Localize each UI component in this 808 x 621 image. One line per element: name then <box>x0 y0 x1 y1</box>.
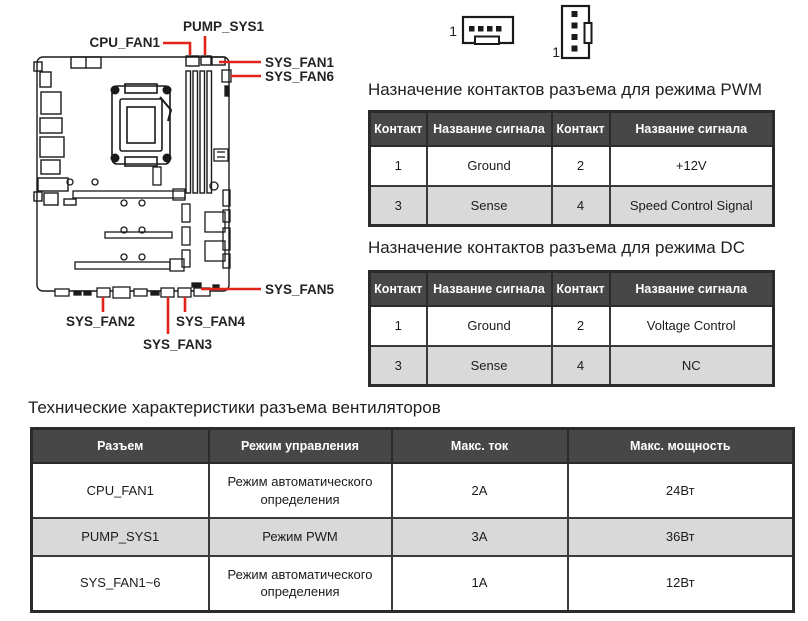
table-cell: 2 <box>552 146 610 186</box>
callout-label-sys-fan4: SYS_FAN4 <box>176 314 246 329</box>
table-cell: Режим автоматического определения <box>209 556 392 612</box>
callout-label-pump-sys1: PUMP_SYS1 <box>183 19 265 34</box>
callout-label-cpu-fan1: CPU_FAN1 <box>89 35 160 50</box>
table-cell: 24Вт <box>568 463 794 518</box>
table-cell: 3 <box>370 186 427 226</box>
callout-label-sys-fan3: SYS_FAN3 <box>143 337 213 352</box>
table-cell: +12V <box>610 146 774 186</box>
callout-label-sys-fan6: SYS_FAN6 <box>265 69 335 84</box>
table-cell: Режим автоматического определения <box>209 463 392 518</box>
column-header: Название сигнала <box>427 272 552 307</box>
table-row <box>32 556 794 612</box>
callout-line-cpu-fan1 <box>163 43 190 55</box>
table-cell: 36Вт <box>568 518 794 556</box>
column-header: Название сигнала <box>610 112 774 147</box>
column-header: Макс. ток <box>392 429 568 464</box>
table-cell: 4 <box>552 346 610 386</box>
table-cell: 3A <box>392 518 568 556</box>
vertical-4pin-connector-icon <box>552 6 591 60</box>
callout-label-sys-fan5: SYS_FAN5 <box>265 282 335 297</box>
table-cell: Sense <box>427 186 552 226</box>
table-cell: Speed Control Signal <box>610 186 774 226</box>
pwm-pinout-table <box>368 110 775 227</box>
dc-pinout-table <box>368 270 775 387</box>
table-header-row <box>370 112 774 147</box>
table-cell: Voltage Control <box>610 306 774 346</box>
column-header: Режим управления <box>209 429 392 464</box>
table-cell: 2A <box>392 463 568 518</box>
table-cell: Ground <box>427 306 552 346</box>
table-cell: 4 <box>552 186 610 226</box>
table-cell: 12Вт <box>568 556 794 612</box>
table-header-row <box>370 272 774 307</box>
specs-section-title: Технические характеристики разъема вентиляторов <box>28 398 441 417</box>
column-header: Контакт <box>370 112 427 147</box>
table-cell: Режим PWM <box>209 518 392 556</box>
dimm-slots <box>186 71 212 193</box>
table-cell: CPU_FAN1 <box>32 463 209 518</box>
callout-label-sys-fan1: SYS_FAN1 <box>265 55 335 70</box>
fan-specs-table <box>30 427 795 613</box>
table-cell: Sense <box>427 346 552 386</box>
column-header: Название сигнала <box>427 112 552 147</box>
column-header: Макс. мощность <box>568 429 794 464</box>
table-row <box>370 346 774 386</box>
fan-connector-pin-diagrams <box>440 0 610 70</box>
bottom-headers <box>55 283 219 298</box>
cpu-socket <box>111 84 172 166</box>
pwm-section-title: Назначение контактов разъема для режима PWM <box>368 80 762 99</box>
table-row <box>370 306 774 346</box>
column-header: Контакт <box>552 272 610 307</box>
dc-section-title: Назначение контактов разъема для режима DC <box>368 238 745 257</box>
table-header-row <box>32 429 794 464</box>
table-cell: 3 <box>370 346 427 386</box>
table-cell: NC <box>610 346 774 386</box>
table-row <box>32 463 794 518</box>
table-cell: PUMP_SYS1 <box>32 518 209 556</box>
column-header: Контакт <box>552 112 610 147</box>
table-row <box>370 146 774 186</box>
table-cell: 1A <box>392 556 568 612</box>
motherboard-diagram <box>0 0 360 360</box>
column-header: Контакт <box>370 272 427 307</box>
table-cell: 2 <box>552 306 610 346</box>
table-cell: SYS_FAN1~6 <box>32 556 209 612</box>
table-row <box>370 186 774 226</box>
table-cell: 1 <box>370 306 427 346</box>
horizontal-4pin-connector-icon <box>449 17 513 44</box>
pin1-label-vertical: 1 <box>552 44 560 60</box>
table-row <box>32 518 794 556</box>
column-header: Разъем <box>32 429 209 464</box>
table-cell: 1 <box>370 146 427 186</box>
table-cell: Ground <box>427 146 552 186</box>
column-header: Название сигнала <box>610 272 774 307</box>
pin1-label-horizontal: 1 <box>449 23 457 39</box>
callout-label-sys-fan2: SYS_FAN2 <box>66 314 136 329</box>
